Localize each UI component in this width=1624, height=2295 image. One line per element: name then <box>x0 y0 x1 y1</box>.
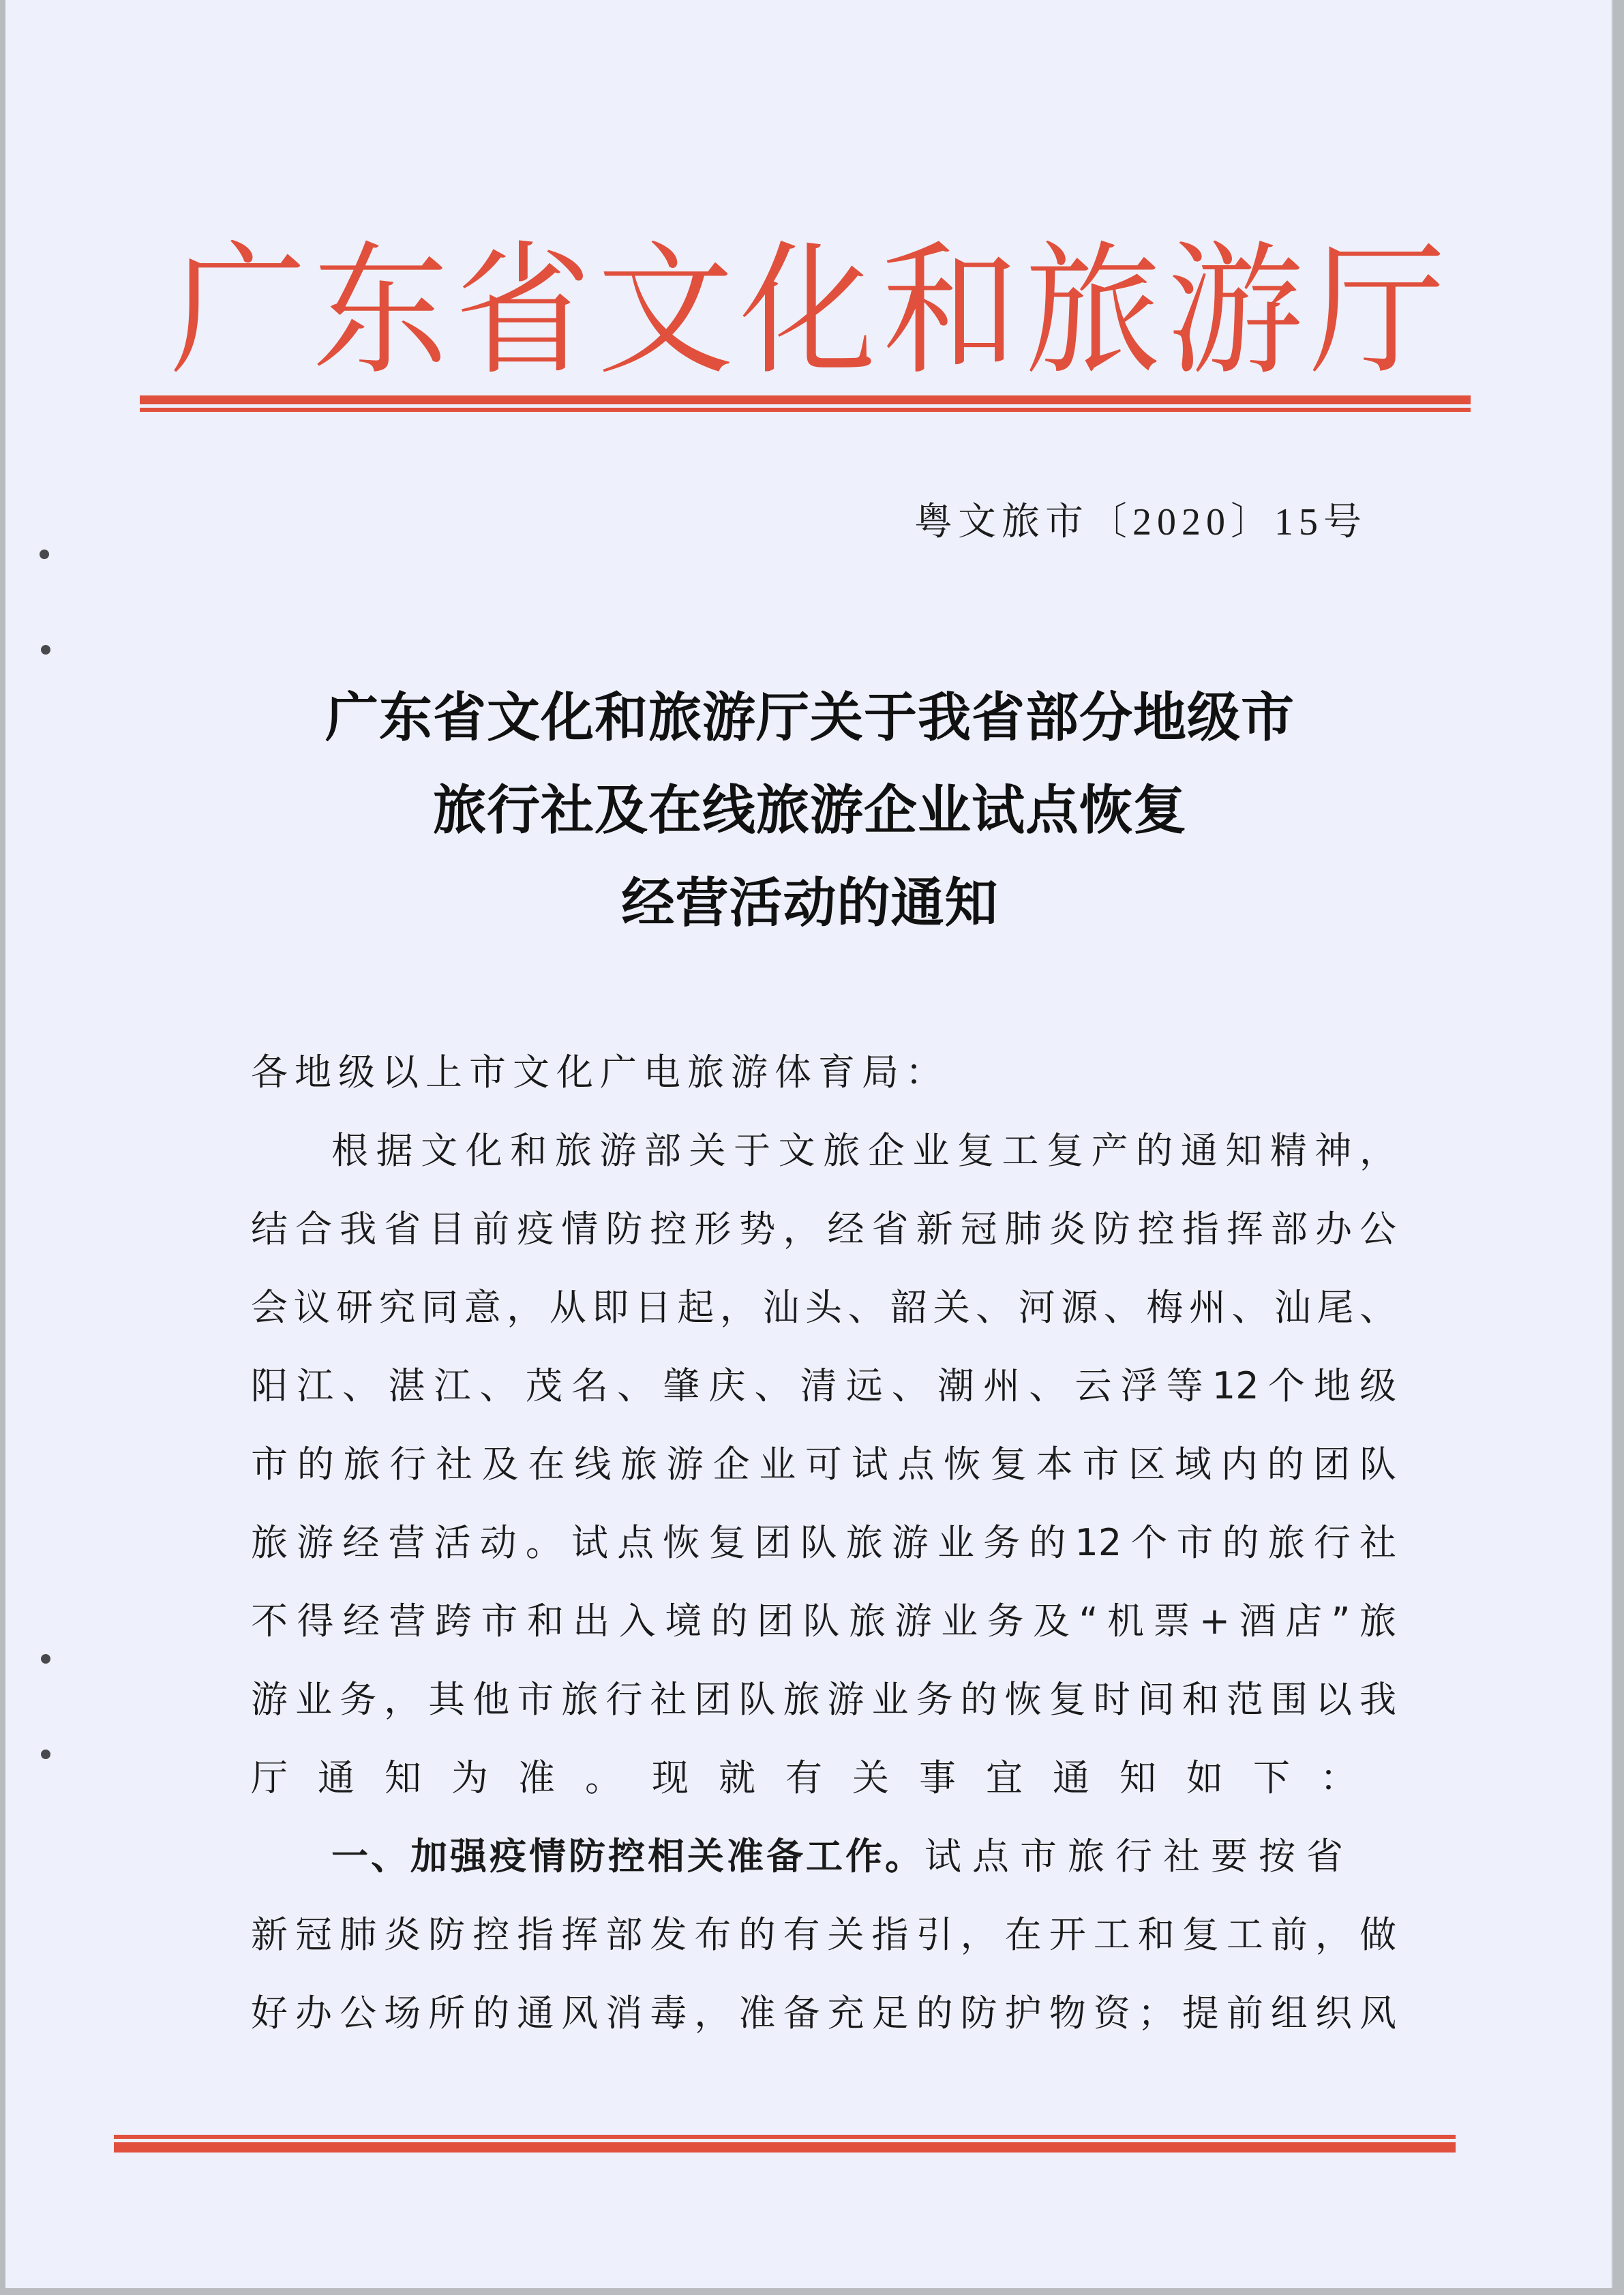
paragraph-line <box>251 1268 1396 1347</box>
title-line: 广东省文化和旅游厅关于我省部分地级市 <box>325 687 1295 749</box>
letterhead-char: 和 <box>882 228 1023 395</box>
binding-hole-mark <box>41 645 50 655</box>
section-heading-line <box>251 1817 1396 1895</box>
paragraph-line-text: 根据文化和旅游部关于文旅企业复工复产的通知精神， <box>331 1129 1396 1172</box>
document-body <box>251 1033 1396 2052</box>
paragraph-line <box>251 1425 1396 1503</box>
letterhead-char: 省 <box>455 228 596 395</box>
paragraph-line-text: 不得经营跨市和出入境的团队旅游业务及“机票+酒店”旅 <box>251 1600 1396 1642</box>
paragraph-line-text: 旅游经营活动。试点恢复团队旅游业务的12个市的旅行社 <box>251 1521 1396 1564</box>
paragraph-line <box>251 1190 1396 1268</box>
letterhead-char: 化 <box>740 228 881 395</box>
paragraph-line <box>251 1582 1396 1660</box>
letterhead-char: 广 <box>170 228 311 395</box>
paragraph-line <box>251 1660 1396 1739</box>
paragraph-line <box>251 1347 1396 1425</box>
paragraph-line-text: 游业务，其他市旅行社团队旅游业务的恢复时间和范围以我 <box>251 1678 1396 1721</box>
letterhead-char: 东 <box>312 228 453 395</box>
footer-rule-thin <box>114 2135 1456 2139</box>
title-line: 旅行社及在线旅游企业试点恢复 <box>432 780 1187 841</box>
paragraph-line-text: 好办公场所的通风消毒，准备充足的防护物资；提前组织风 <box>251 1992 1396 2035</box>
paragraph-line <box>251 1503 1396 1582</box>
letterhead-char: 游 <box>1167 228 1308 395</box>
paragraph-line-text: 会议研究同意，从即日起，汕头、韶关、河源、梅州、汕尾、 <box>251 1286 1396 1329</box>
letterhead-char: 文 <box>597 228 738 395</box>
paragraph-line <box>251 1739 1396 1817</box>
paragraph-line-text: 市的旅行社及在线旅游企业可试点恢复本市区域内的团队 <box>251 1443 1396 1486</box>
paragraph-line-text: 新冠肺炎防控指挥部发布的有关指引，在开工和复工前，做 <box>251 1913 1396 1956</box>
binding-hole-mark <box>40 550 49 559</box>
paragraph-line-text: 结合我省目前疫情防控形势，经省新冠肺炎防控指挥部办公 <box>251 1208 1396 1250</box>
addressee <box>251 1033 1396 1111</box>
section-1-heading: 一、加强疫情防控相关准备工作。 <box>331 1835 924 1878</box>
paragraph-line <box>251 1974 1396 2052</box>
paragraph-line <box>251 1111 1396 1190</box>
letterhead-rule-thick <box>140 395 1471 404</box>
letterhead-char: 厅 <box>1309 228 1450 395</box>
paragraph-line-text: 厅通知为准。现就有关事宜通知如下： <box>251 1756 1387 1799</box>
document-page <box>5 0 1612 2288</box>
paragraph-line <box>251 1895 1396 1974</box>
paragraph-line-text: 阳江、湛江、茂名、肇庆、清远、潮州、云浮等12个地级 <box>251 1364 1396 1407</box>
binding-hole-mark <box>41 1654 50 1664</box>
document-title <box>142 672 1478 950</box>
title-line: 经营活动的通知 <box>621 873 999 934</box>
footer-rule-thick <box>114 2142 1456 2152</box>
section-1-text: 试点市旅行社要按省 <box>924 1835 1354 1878</box>
letterhead-rule-thin <box>140 408 1471 412</box>
letterhead-org-name <box>169 228 1451 395</box>
letterhead-char: 旅 <box>1024 228 1165 395</box>
binding-hole-mark <box>41 1750 50 1759</box>
addressee-text: 各地级以上市文化广电旅游体育局： <box>251 1051 949 1094</box>
document-number: 粤文旅市〔2020〕15号 <box>914 501 1367 543</box>
